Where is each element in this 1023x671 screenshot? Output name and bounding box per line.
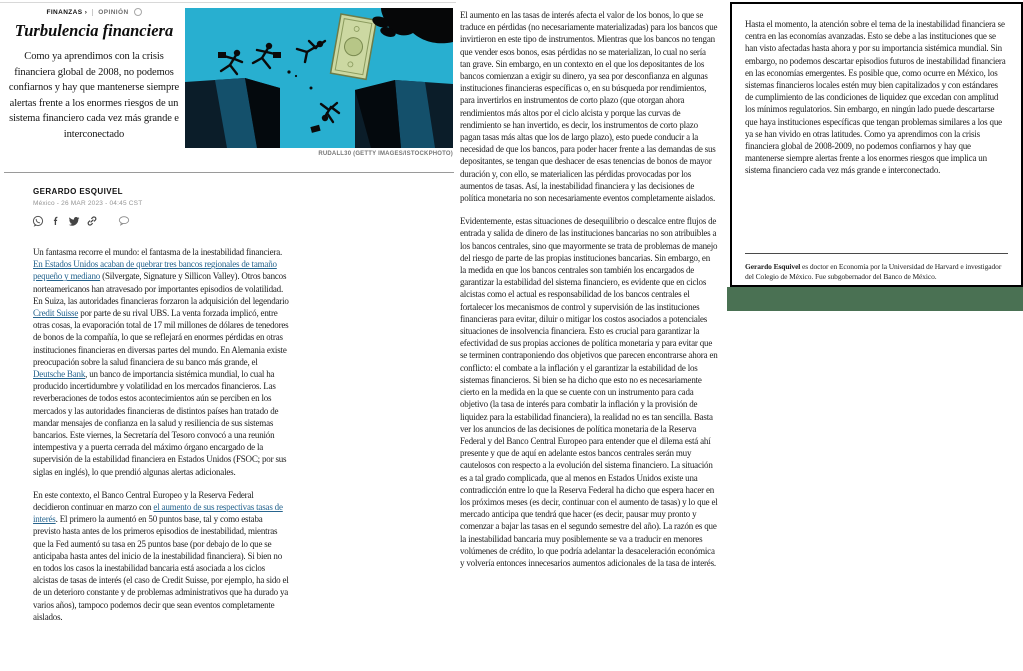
opinion-badge-icon (134, 8, 142, 16)
article-column-2 (460, 9, 718, 569)
inline-link[interactable]: En Estados Unidos acaban de quebrar tres bancos regionales de tamaño pequeño y mediano (33, 259, 277, 282)
article-header (5, 8, 183, 142)
author-name[interactable]: GERARDO ESQUIVEL (33, 187, 123, 196)
social-share-bar (32, 215, 130, 227)
article-column-3 (745, 18, 1007, 177)
bio-text: es doctor en Economía por la Universidad de Harvard e investigador del Colegio de México. Fue subgobernador del Banco de México. (745, 262, 1002, 281)
background-strip (727, 287, 1023, 311)
twitter-icon[interactable] (68, 215, 80, 227)
bio-author-name: Gerardo Esquivel (745, 262, 801, 271)
kicker-divider (92, 9, 93, 16)
inline-link[interactable]: Deutsche Bank (33, 369, 86, 380)
paragraph: En este contexto, el Banco Central Europeo y la Reserva Federal decidieron continuar en marzo con el aumento de sus respectivas tasas de interés. El primero la aumentó en 50 puntos base, tal y como estaba previsto hasta antes de los primeros episodios de inestabilidad, mientras que la Fed aumentó su tasa en 25 puntos base (por debajo de lo que se anticipaba hasta antes del inicio de la inestabilidad financiera). Si bien no en todos los casos la inestabilidad bancaria está asociada a los ciclos alcistas de tasas de interés (el caso de Credit Suisse, por ejemplo, ha sido el de un deterioro constante y de problemas administrativos que ha durado ya varios años), tampoco podemos decir que sean eventos completamente aislados. (33, 489, 289, 622)
closing-box (730, 2, 1023, 287)
comments-icon[interactable] (118, 215, 130, 227)
page-title: Turbulencia financiera (14, 21, 174, 40)
breadcrumb (5, 8, 183, 16)
paragraph: El aumento en las tasas de interés afecta el valor de los bonos, lo que se traduce en pérdidas (no necesariamente materializadas) para los bancos que invirtieron en este tipo de instrumentos. Mientras que los bancos no tengan que vender esos bonos, esas pérdidas no se materializan, lo cual no sería tan grave. Sin embargo, en un contexto en el que los depositantes de los bancos comienzan a exigir su dinero, ya sea por desconfianza en algunas instituciones financieras específicas o, en su búsqueda por rendimientos, para invertirlos en instrumentos de corto plazo (que otorgan ahora rendimientos más altos por el ciclo alcista y porque las curvas de rendimiento se han invertido, es decir, los instrumentos de corto plazo pagan tasas más altas que los de largo plazo), esto puede conducir a la necesidad de que los bancos, para poder hacer frente a las demandas de sus depositantes, se tengan que deshacer de esas tenencias de bonos de mayor duración y, con ello, se materialicen las pérdidas provocadas por los aumentos de tasas. Así, la inestabilidad financiera y las decisiones de política monetaria no son necesariamente eventos completamente aislados. (460, 10, 718, 204)
category-link[interactable]: OPINIÓN (98, 8, 129, 16)
lead-image (185, 8, 453, 148)
article-column-1 (33, 246, 289, 623)
share-link-icon[interactable] (86, 215, 98, 227)
byline-divider (4, 172, 454, 173)
dateline: México - 26 MAR 2023 - 04:45 CST (33, 200, 143, 207)
paragraph: Un fantasma recorre el mundo: el fantasma de la inestabilidad financiera. En Estados Unidos acaban de quebrar tres bancos regionales de tamaño pequeño y mediano (Silvergate, Signature y Sillicon Valley). Otros bancos norteamericanos han atravesado por importantes episodios de volatilidad. En Suiza, las autoridades financieras forzaron la adquisición del legendario Credit Suisse por parte de su rival UBS. La venta forzada implicó, entre otras cosas, la evaporación total de 17 mil millones de dólares de tenedores de bonos de la compañía, lo que se reflejará en enormes pérdidas en otras instituciones financieras en diversas partes del mundo. En Alemania existe preocupación sobre la salud financiera de su banco más grande, el Deutsche Bank, un banco de importancia sistémica mundial, lo cual ha producido incertidumbre y volatilidad en los mercados financieros. Las reverberaciones de todos estos acontecimientos aún se perciben en los mercados y las autoridades financieras de distintos países han tratado de mandar mensajes de confianza en la salud y resiliencia de sus sistemas bancarios. Este viernes, la Secretaría del Tesoro convocó a una reunión intempestiva y a puerta cerrada del máximo órgano encargado de la supervisión de la estabilidad financiera en Estados Unidos (FSOC; por sus siglas en inglés), lo que prendió algunas alertas adicionales. (33, 247, 289, 477)
paragraph: Hasta el momento, la atención sobre el tema de la inestabilidad financiera se centra en las economías avanzadas. Esto se debe a las instituciones que se han visto afectadas hasta ahora y por su importancia sistémica mundial. Sin embargo, no podemos descartar episodios futuros de inestabilidad financiera en las economías emergentes. Es posible que, como ocurre en México, los sistemas financieros locales estén muy bien capitalizados y con estándares de cumplimiento de las condiciones de liquidez que excedan con amplitud los mínimos regulatorios. Sin embargo, en ningún lado puede descartarse que haya instituciones específicas que tengan problemas similares a los que ya se han vivido en otras latitudes. Como ya aprendimos con la crisis financiera global de 2008-2009, no podemos confiarnos y hay que mantenerse siempre alertas frente a los enormes riesgos que implica un sistema financiero cada vez más grande e interconectado. (745, 19, 1006, 176)
author-bio (745, 262, 1008, 282)
inline-link[interactable]: Credit Suisse (33, 308, 79, 319)
whatsapp-icon[interactable] (32, 215, 44, 227)
bio-divider (745, 253, 1008, 254)
top-divider (0, 2, 456, 3)
image-caption: RUDALL30 (GETTY IMAGES/ISTOCKPHOTO) (318, 151, 453, 157)
facebook-icon[interactable] (50, 215, 62, 227)
section-link[interactable]: FINANZAS › (46, 8, 88, 16)
inline-link[interactable]: el aumento de sus respectivas tasas de interés (33, 502, 283, 525)
paragraph: Evidentemente, estas situaciones de desequilibrio o descalce entre flujos de entrada y salida de dinero de las instituciones bancarias no son atribuibles a los bancos centrales, sino que mayormente se trata de problemas de manejo del riesgo de parte de las propias instituciones bancarias. Sin embargo, en la medida en que los bancos centrales son también los encargados de garantizar la estabilidad del sistema financiero, es evidente que en ciclos alcistas como el actual es responsabilidad de los bancos centrales el fortalecer los mecanismos de control y supervisión de las instituciones financieras para evitar, diluir o mitigar los costos asociados a potenciales situaciones de insolvencia financiera. Esto es crucial para garantizar la efectividad de sus propias acciones de política monetaria y para evitar que se terminen contraponiendo dos objetivos que parecen encontrarse ahora en conflicto: el combate a la inflación y el garantizar la estabilidad de los sistemas financieros. Si bien se ha dicho que esto no es necesariamente cierto en la medida en la que se cuente con un instrumento para cada objetivo (la tasa de interés para combatir la inflación y la provisión de liquidez para la estabilidad financiera), la realidad no es tan sencilla. Basta ver los anuncios de las decisiones de política monetaria de la Reserva Federal y del Banco Central Europeo para entender que el dilema está ahí presente y que de aquí en adelante estos bancos centrales serán muy cautelosos con respecto a la evolución del sistema financiero. La situación es a tal grado complicada, que al menos en Estados Unidos existe una contradicción entre lo que la Reserva Federal ha dicho que espera hacer en los próximos meses (es decir, continuar con el aumento de tasas) y lo que el mercado anticipa que tendrá que hacer (es decir, pausar muy pronto y comenzar a bajar las tasas en el segundo semestre del año). La razón es que la inestabilidad bancaria muy posiblemente se va a traducir en menores volúmenes de crédito, lo que podría adelantar la desaceleración económica y volvería entonces innecesarios aumentos adicionales de la tasa de interés. (460, 216, 718, 568)
standfirst: Como ya aprendimos con la crisis financiera global de 2008, no podemos confiarnos y hay que mantenerse siempre alertas frente a los enormes riesgos de un sistema financiero cada vez más grande e interconectado (8, 51, 180, 140)
